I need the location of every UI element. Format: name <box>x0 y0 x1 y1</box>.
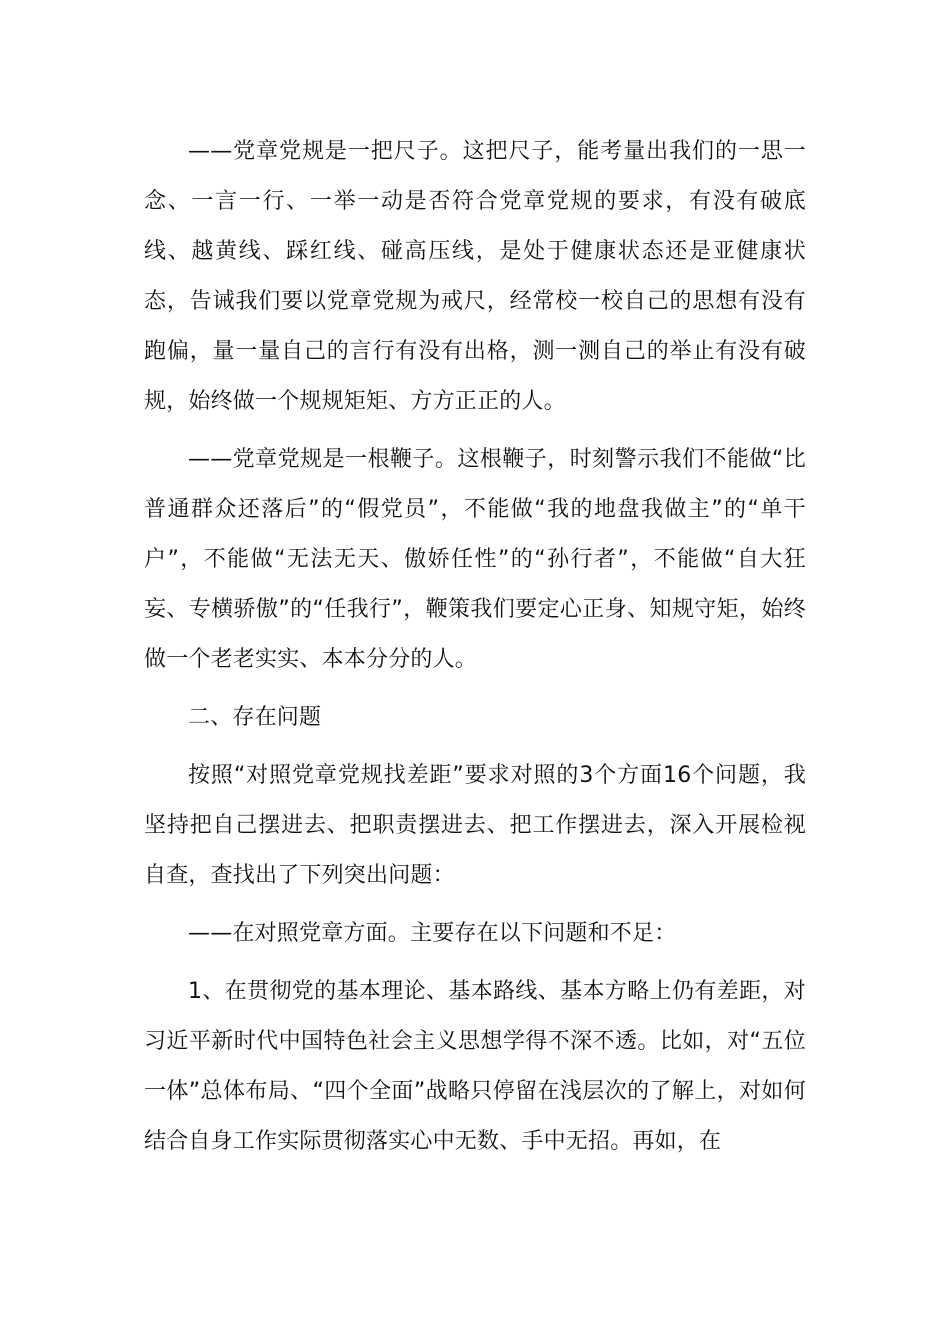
paragraph-party-constitution: ——在对照党章方面。主要存在以下问题和不足： <box>188 921 677 946</box>
paragraph-whip: ——党章党规是一根鞭子。这根鞭子，时刻警示我们不能做“比普通群众还落后”的“假党员”，不能做“我的地盘我做主”的“单干户”，不能做“无法无天、傲娇任性”的“孙行者”，不能做“自大狂妄、专横骄傲”的“任我行”，鞭策我们要定心正身、知规守矩，始终做一个老老实实、本本分分的人。 <box>144 447 806 672</box>
paragraph-item-1: 1、在贯彻党的基本理论、基本路线、基本方略上仍有差距，对习近平新时代中国特色社会主义思想学得不深不透。比如，对“五位一体”总体布局、“四个全面”战略只停留在浅层次的了解上，对如何结合自身工作实际贯彻落实心中无数、手中无招。再如，在 <box>144 979 806 1154</box>
document-body <box>144 127 806 1175</box>
paragraph-ruler: ——党章党规是一把尺子。这把尺子，能考量出我们的一思一念、一言一行、一举一动是否符合党章党规的要求，有没有破底线、越黄线、踩红线、碰高压线，是处于健康状态还是亚健康状态，告诫我们要以党章党规为戒尺，经常校一校自己的思想有没有跑偏，量一量自己的言行有没有出格，测一测自己的举止有没有破规，始终做一个规规矩矩、方方正正的人。 <box>144 139 806 414</box>
paragraph-intro-problems: 按照“对照党章党规找差距”要求对照的3个方面16个问题，我坚持把自己摆进去、把职责摆进去、把工作摆进去，深入开展检视自查，查找出了下列突出问题： <box>144 763 806 888</box>
section-heading-problems: 二、存在问题 <box>188 705 322 730</box>
